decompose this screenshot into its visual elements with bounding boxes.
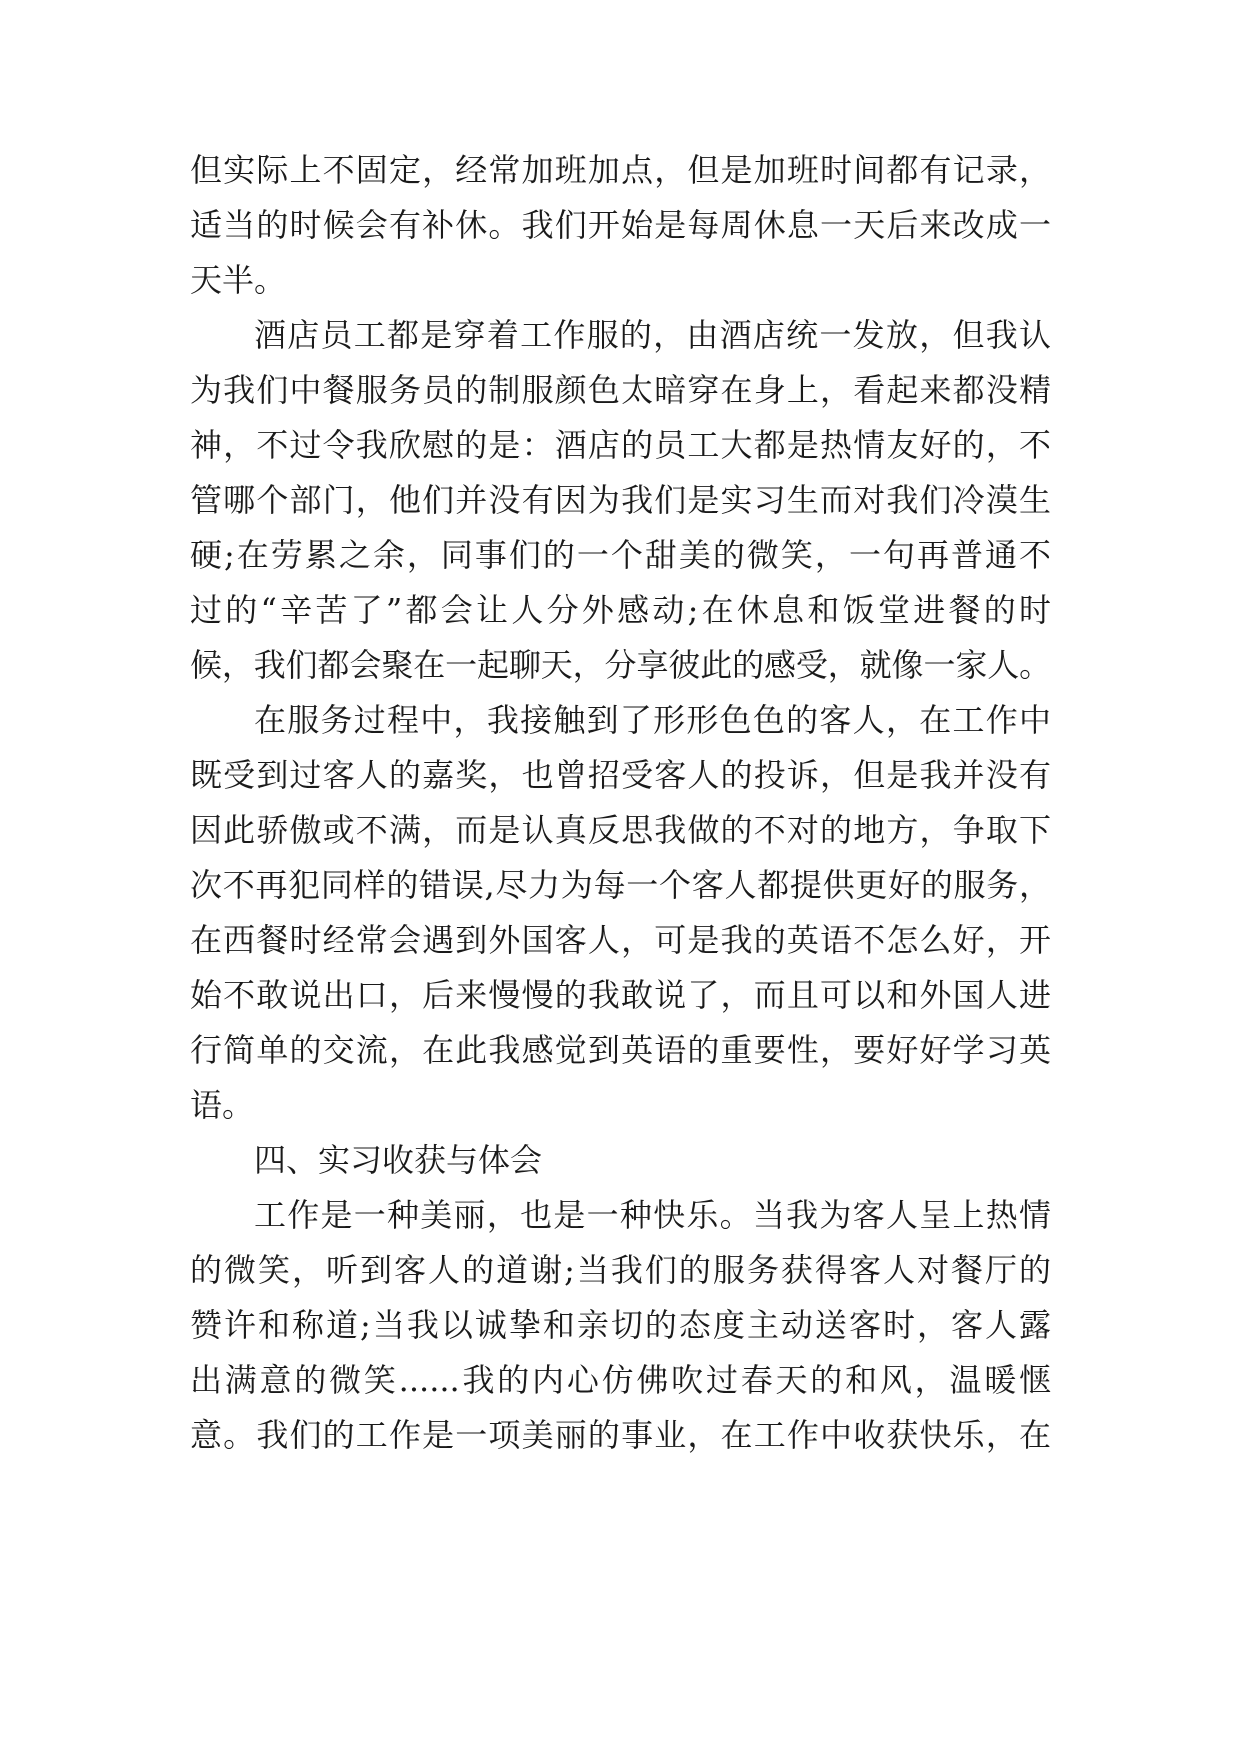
text-line: 在服务过程中，我接触到了形形色色的客人，在工作中	[254, 701, 1051, 739]
text-line: 过的“辛苦了”都会让人分外感动;在休息和饭堂进餐的时	[190, 591, 1051, 629]
text-line: 行简单的交流，在此我感觉到英语的重要性，要好好学习英	[190, 1031, 1051, 1069]
text-line: 语。	[190, 1086, 255, 1124]
text-line: 酒店员工都是穿着工作服的，由酒店统一发放，但我认	[254, 316, 1051, 354]
text-line: 既受到过客人的嘉奖，也曾招受客人的投诉，但是我并没有	[190, 756, 1051, 794]
text-line: 工作是一种美丽，也是一种快乐。当我为客人呈上热情	[254, 1196, 1051, 1234]
text-line: 在西餐时经常会遇到外国客人，可是我的英语不怎么好，开	[190, 921, 1051, 959]
text-line: 候，我们都会聚在一起聊天，分享彼此的感受，就像一家人。	[190, 646, 1051, 684]
text-line: 出满意的微笑......我的内心仿佛吹过春天的和风，温暖惬	[190, 1361, 1051, 1399]
text-line: 管哪个部门，他们并没有因为我们是实习生而对我们冷漠生	[190, 481, 1051, 519]
text-line: 硬;在劳累之余，同事们的一个甜美的微笑，一句再普通不	[190, 536, 1051, 574]
text-line: 始不敢说出口，后来慢慢的我敢说了，而且可以和外国人进	[190, 976, 1051, 1014]
text-line: 赞许和称道;当我以诚挚和亲切的态度主动送客时，客人露	[190, 1306, 1051, 1344]
text-line: 次不再犯同样的错误,尽力为每一个客人都提供更好的服务，	[190, 866, 1051, 904]
text-line: 为我们中餐服务员的制服颜色太暗穿在身上，看起来都没精	[190, 371, 1051, 409]
text-line: 因此骄傲或不满，而是认真反思我做的不对的地方，争取下	[190, 811, 1051, 849]
text-line: 意。我们的工作是一项美丽的事业，在工作中收获快乐，在	[190, 1416, 1051, 1454]
text-line: 天半。	[190, 261, 287, 299]
text-line: 适当的时候会有补休。我们开始是每周休息一天后来改成一	[190, 206, 1051, 244]
text-line: 的微笑，听到客人的道谢;当我们的服务获得客人对餐厅的	[190, 1251, 1051, 1289]
section-heading: 四、实习收获与体会	[254, 1141, 543, 1179]
text-line: 神，不过令我欣慰的是：酒店的员工大都是热情友好的，不	[190, 426, 1051, 464]
text-line: 但实际上不固定，经常加班加点，但是加班时间都有记录，	[190, 151, 1051, 189]
